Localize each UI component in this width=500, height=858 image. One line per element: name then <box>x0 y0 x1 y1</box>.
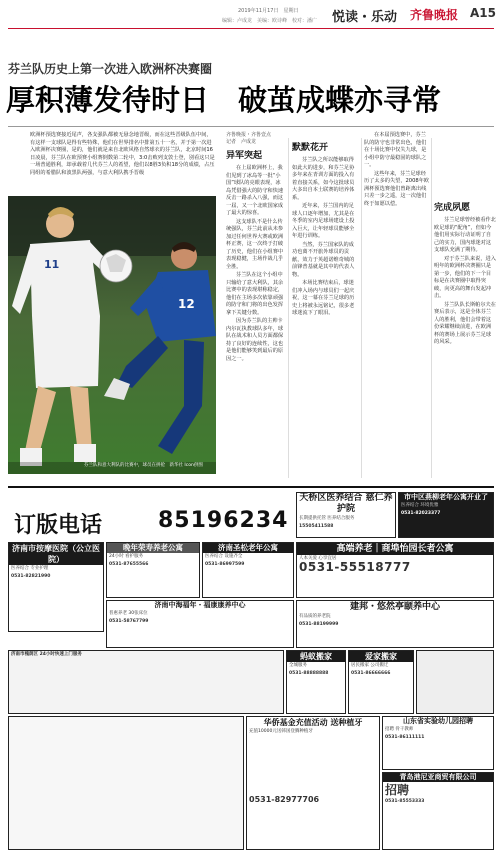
page-header <box>0 0 500 30</box>
page-number: A15 <box>470 6 496 20</box>
issue-date: 2019年11月17日 星期日 <box>238 8 299 14</box>
ad-title: 爱家搬家 <box>349 651 413 662</box>
ad-phone: 0531-58767799 <box>109 619 149 624</box>
ad-title: 济南圣松老年公寓 <box>203 543 293 553</box>
ad-phone: 0531-86666666 <box>351 671 391 676</box>
ad-footer-text: 济南市槐荫区 24小时快速上门服务 <box>11 652 82 657</box>
match-photo <box>8 196 216 474</box>
article-column-2 <box>292 132 358 319</box>
ad-text: 充值10000元送韩国登腾种植牙 <box>249 729 313 734</box>
ad-text: 24小时 看护服务 <box>109 554 144 559</box>
body-paragraph: 在上届欧洲杯上，我们见到了冰岛等一批“小国”球队的亮眼表现，冰岛凭借强大的防守和快速反击一路杀入八强，而这一届，又一个北欧国家成了最大的惊喜。 <box>226 165 284 216</box>
ad-yanliu <box>398 492 494 538</box>
ad-phone: 0531-85553333 <box>385 799 425 804</box>
ad-title: 高端养老｜商埠怡园长者公寓 <box>297 543 493 555</box>
ad-classifieds-right <box>416 650 494 714</box>
section-name: 悦读・乐动 <box>332 10 398 25</box>
ad-title: 山东省实验幼儿园招聘 <box>403 717 473 725</box>
ad-text: 招聘 骨干教师 <box>385 727 414 732</box>
body-paragraph: 这些年来，芬兰足球经历了太多的失望，2008年欧洲杯预选赛他们曾距离出线只差一步之遥，这一次他们终于如愿以偿。 <box>364 170 430 207</box>
paper-logo: 齐鲁晚报 <box>410 8 459 22</box>
classified-listings <box>8 650 284 714</box>
editors-line: 编辑：卢成龙 美编：欧诗峰 校对：潘广 <box>222 18 318 24</box>
body-paragraph: 芬兰足球曾经被看作北欧足球的“配角”，但如今他们用实际行动证明了自己的实力，国内球迷对这支球队充满了期待。 <box>434 217 496 253</box>
subscribe-banner <box>8 500 293 540</box>
ad-text: 有品质的养老院 <box>299 614 331 619</box>
body-paragraph: 因为芬兰队的主帅卡内尔瓦执教球队多年，球队在战术和人员方面都保持了良好的连续性，这也是他们能够笑到最后的原因之一。 <box>226 318 284 362</box>
subscribe-phone: 85196234 <box>158 508 289 533</box>
ad-title: 青岛港尼亚商贸有限公司 <box>383 773 493 782</box>
article-column-4 <box>434 132 496 348</box>
article-column-3 <box>364 132 430 209</box>
ad-rongshou <box>106 542 200 598</box>
svg-text:11: 11 <box>44 258 60 271</box>
body-paragraph: 芬兰队队长斯帕尔夫在赛后表示，这是全体芬兰人的胜利，他们会带着这份荣耀继续前进，在欧洲杯的赛场上展示芬兰足球的风采。 <box>434 301 496 345</box>
ad-kindergarten <box>382 716 494 770</box>
ad-text: 全城服务 <box>289 663 307 668</box>
ad-jianbang <box>296 600 494 648</box>
ads-divider <box>8 486 494 488</box>
ad-massage-hospital <box>8 542 104 632</box>
ad-aijia-banjia <box>348 650 414 714</box>
body-paragraph: 本场比赛结束后，球迷们冲入场内与球员们一起庆祝，这一幕在芬兰足球的历史上将被永远铭记，很多老球迷流下了眼泪。 <box>292 280 355 316</box>
ad-text: 人本关爱 心享宜居 <box>299 556 337 561</box>
ad-zhonghai-fukang <box>106 600 294 648</box>
section-heading: 默默花开 <box>292 143 329 153</box>
ad-title: 天桥区医养结合 慈仁养护院 <box>299 493 393 514</box>
ad-phone: 0531-82977706 <box>249 795 320 804</box>
article-kicker: 芬兰队历史上第一次进入欧洲杯决赛圈 <box>8 62 213 76</box>
ad-title: 华侨基金充值活动 送种植牙 <box>263 718 363 727</box>
column-divider <box>288 138 289 478</box>
ad-text: 医养结合 设施齐全 <box>205 554 243 559</box>
ad-phone: 0531-82023377 <box>401 511 441 516</box>
ad-shangbu-yiyuan <box>296 542 494 598</box>
ad-phone: 0531-88888888 <box>289 671 329 676</box>
photo-caption: 芬兰队和意大利队的比赛中，球员在拼抢 新华社 Icon供图 <box>84 463 203 468</box>
title-rule <box>8 126 494 127</box>
body-paragraph: 这支球队不是什么传统强队，芬兰此前从未参加过任何世界大赛或欧洲杯正赛，这一次终于打破了历史，他们在小组赛中表现稳健，主场作战几乎全胜。 <box>226 218 284 270</box>
football <box>100 250 132 282</box>
ad-phone: 15505411588 <box>299 524 334 529</box>
ad-phone: 0531-86111111 <box>385 735 425 740</box>
ad-title: 建邦・悠然亭颐养中心 <box>349 602 440 612</box>
ad-text: 居民搬家 公司搬迁 <box>351 663 389 668</box>
column-divider <box>361 138 362 478</box>
ad-grid-left <box>8 716 244 850</box>
ad-mayi-banjia <box>286 650 346 714</box>
ad-shengsong <box>202 542 294 598</box>
ad-title: 济南市按摩医院（公立医院） <box>9 543 103 565</box>
body-paragraph: 芬兰队在这个小组中只输给了意大利队，其余比赛中的表现堪称稳定，他们在主场多次依靠顽强的防守和门将的出色发挥拿下关键分数。 <box>226 272 284 316</box>
ad-text: 招聘 <box>385 783 410 797</box>
ad-phone: 0531-87655566 <box>109 562 149 567</box>
section-heading: 异军突起 <box>226 151 263 161</box>
subscribe-label: 订版电话 <box>14 513 103 538</box>
ad-phone: 0531-86997599 <box>205 562 245 567</box>
article-column-1 <box>226 132 284 364</box>
body-paragraph: 对于芬兰队来说，进入明年的欧洲杯决赛圈只是第一步，他们的下一个目标是在决赛圈中取得突破，向更高的舞台发起冲击。 <box>434 255 496 299</box>
body-paragraph: 芬兰队之所以能够取得如此大的进步，和芬兰足协多年来在青训方面的投入有着直接关系，如今这批球员大多出自本土联赛的培养体系。 <box>292 157 355 201</box>
ad-text: 普惠养老 30张床位 <box>109 611 148 616</box>
svg-text:12: 12 <box>178 297 195 311</box>
body-paragraph: 近年来，芬兰国内的足球人口逐年增加，尤其是在冬季的室内足球场建设上投入巨大，让年轻球员能够全年进行训练。 <box>292 203 355 239</box>
ad-title: 市中区燕柳老年公寓开业了 <box>404 493 488 501</box>
ad-title: 济南中海福年・福康康养中心 <box>154 601 246 609</box>
section-heading: 完成夙愿 <box>434 203 471 213</box>
ad-text: 医养结合 专业护理 <box>11 566 49 571</box>
article-headline: 厚积薄发待时日 破茧成蝶亦寻常 <box>6 83 442 117</box>
ad-huaqiao-implant <box>246 716 380 850</box>
match-photo-illustration <box>8 196 216 474</box>
ad-phone: 0531-55518777 <box>299 560 411 574</box>
ad-title: 蚂蚁搬家 <box>287 651 345 662</box>
ad-text: 医养结合 环境优雅 <box>401 503 439 508</box>
article-byline: 齐鲁晚报・齐鲁壹点 记者 卢成龙 <box>226 132 272 145</box>
ad-title: 晚年荣寿养老公寓 <box>107 543 199 553</box>
ad-text: 长期提供托管 医养结合服务 <box>299 516 355 521</box>
body-paragraph: 当然，芬兰国家队的成功也离不开旅外球员的贡献，效力于英超诺维奇城的前锋普基就是其中的代表人物。 <box>292 241 355 278</box>
column-divider <box>431 138 432 478</box>
ad-phone: 0531-82821990 <box>11 574 51 579</box>
article-lead: 欧洲杯预选赛接近尾声，各支强队都被无悬念地晋级，而在这些晋级队伍中间，有这样一支球队是得有些特殊，他们在世界排名中排第五十一名，并于第一次进入欧洲杯决赛圈，是的，他们就是来自北欧风格自然球衣的芬兰队，北京时间16日凌晨，芬兰队在欧预赛小组赛倒数第二轮中，3:0击败列支敦士登，别看这只是一场普通胜利，却承载着几代芬兰人的希望，他们以8胜3负积18分的成绩，占压同组的希腊队和波黑队两强，与意大利队携手晋级 <box>30 132 215 176</box>
header-rule <box>8 28 494 29</box>
ad-qingdao-trade <box>382 772 494 850</box>
ad-cirenyang <box>296 492 396 538</box>
ad-phone: 0531-88199999 <box>299 622 339 627</box>
body-paragraph: 在本届预选赛中，芬兰队的防守也非常出色，他们在十场比赛中仅失九球，是小组中防守最稳固的球队之一。 <box>364 132 427 168</box>
